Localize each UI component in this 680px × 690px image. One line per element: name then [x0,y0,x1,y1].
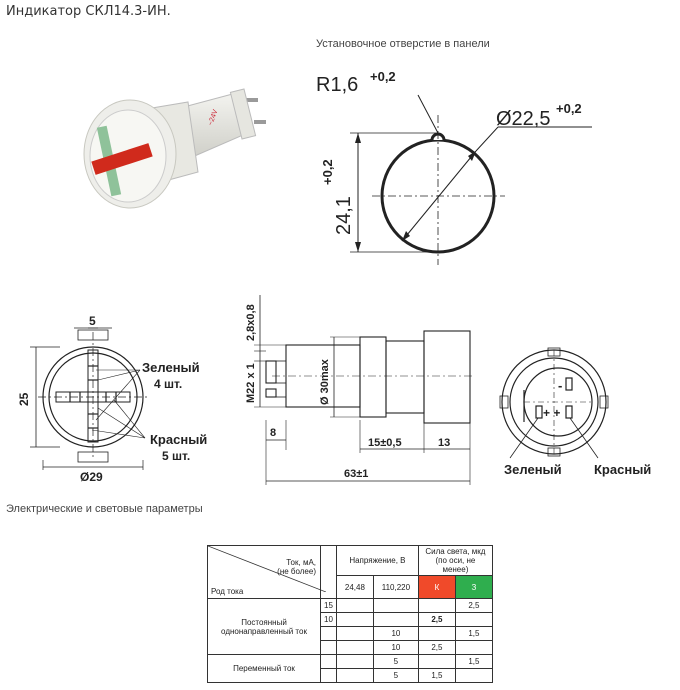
diameter-tolerance: +0,2 [556,101,582,116]
table-cell: 2,5 [455,599,492,613]
header-color-red: К [418,576,455,599]
pin [246,98,258,102]
table-cell [373,613,418,627]
pin [254,120,266,124]
table-cell [418,627,455,641]
front-red-count: 5 шт. [162,449,191,463]
table-cell [336,599,373,613]
dc-label-line1: Постоянный [241,617,287,627]
header-current-note: (не более) [277,567,316,576]
table-cell [336,655,373,669]
params-caption: Электрические и световые параметры [6,503,203,515]
table-cell [336,669,373,683]
table-cell [321,669,337,683]
table-cell [321,627,337,641]
dc-label-cell [208,599,321,655]
side-dim-15: 15±0,5 [368,437,402,449]
back-plus-signs: + + [543,406,561,420]
page-title: Индикатор СКЛ14.3-ИН. [6,4,171,19]
back-view-drawing [488,340,678,485]
header-kind: Род тока [211,587,244,596]
table-cell [455,613,492,627]
table-cell: 2,5 [418,613,455,627]
side-dim-pin: 2,8x0,8 [245,304,257,341]
header-corner-cell [208,546,321,599]
table-cell: 1,5 [455,655,492,669]
indicator-photo [70,80,280,230]
front-dim-diameter: Ø29 [80,470,103,484]
table-cell [418,599,455,613]
back-green-label: Зеленый [504,462,562,477]
height-label: 24,1 [333,196,355,235]
dc-label-line2: однонаправленный ток [221,626,307,636]
radius-tolerance: +0,2 [370,69,396,84]
side-dim-13: 13 [438,437,451,449]
header-voltage-2: 110,220 [373,576,418,599]
panel-hole-drawing [310,55,610,270]
table-cell: 5 [373,655,418,669]
side-dim-total: 63±1 [344,468,369,480]
header-current: Ток, мА, [286,558,316,567]
front-dim-height: 25 [17,392,31,406]
table-cell: 5 [373,669,418,683]
params-table [207,545,493,683]
header-light: Сила света, мкд [425,547,486,556]
table-cell: 10 [373,627,418,641]
photo-marking: ~24V [207,108,220,127]
back-minus-sign: - [558,378,563,393]
table-cell [336,641,373,655]
table-cell: 2,5 [418,641,455,655]
table-cell: 15 [321,599,337,613]
front-green-count: 4 шт. [154,377,183,391]
front-green-label: Зеленый [142,360,200,375]
back-red-label: Красный [594,462,652,477]
side-dim-8: 8 [270,427,277,439]
front-view-drawing [10,310,225,485]
table-cell [418,655,455,669]
table-cell [336,613,373,627]
table-cell [455,669,492,683]
radius-label: R1,6 [316,74,359,96]
front-red-label: Красный [150,432,208,447]
table-cell [373,599,418,613]
diameter-label: Ø22,5 [496,108,551,130]
side-dim-thread: M22 x 1 [245,363,257,403]
side-dim-body: Ø 30max [319,359,331,405]
height-tolerance: +0,2 [320,159,335,185]
ac-label: Переменный ток [208,655,321,683]
side-view-drawing [220,285,490,490]
table-cell: 10 [321,613,337,627]
header-voltage-1: 24,48 [336,576,373,599]
table-cell: 1,5 [418,669,455,683]
header-color-green: З [455,576,492,599]
table-cell [455,641,492,655]
header-voltage: Напряжение, В [336,546,418,576]
table-cell: 1,5 [455,627,492,641]
panel-hole-caption: Установочное отверстие в панели [316,38,490,50]
table-cell: 10 [373,641,418,655]
front-dim-top: 5 [89,314,96,328]
table-cell [321,655,337,669]
table-cell [336,627,373,641]
table-cell [321,641,337,655]
header-light-note: (по оси, не менее) [435,556,476,574]
